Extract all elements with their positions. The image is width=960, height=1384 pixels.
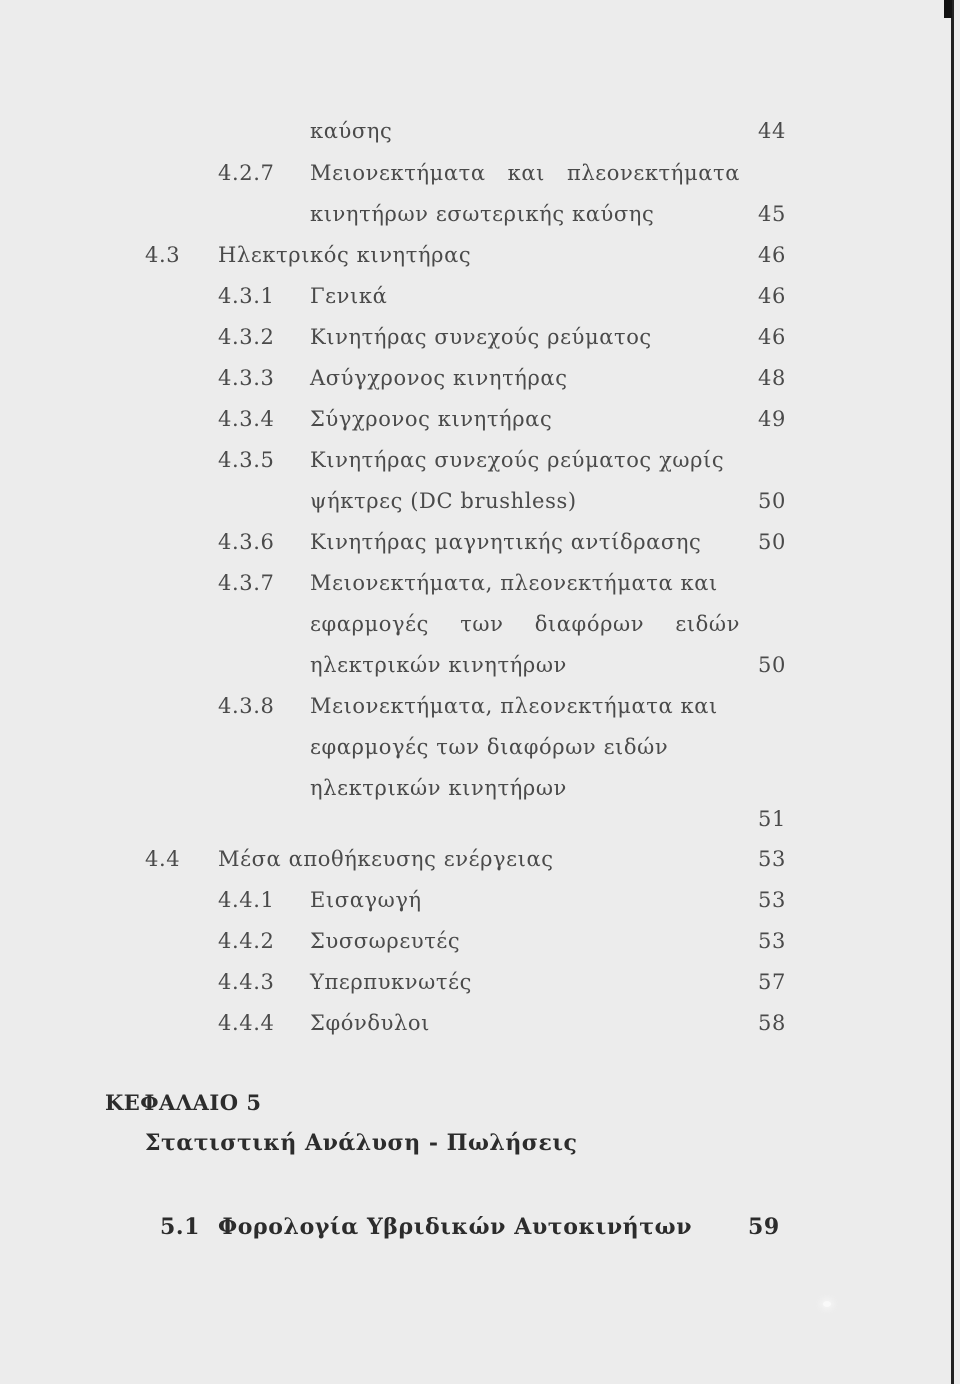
toc-word: Μειονεκτήματα <box>310 161 486 185</box>
toc-page-number: 46 <box>758 243 786 267</box>
toc-number: 4.4.4 <box>218 1011 275 1035</box>
toc-page-number: 53 <box>758 888 786 912</box>
toc-text: Σφόνδυλοι <box>310 1011 430 1035</box>
toc-page-number: 58 <box>758 1011 786 1035</box>
toc-page-number: 48 <box>758 366 786 390</box>
toc-number: 4.4.1 <box>218 888 275 912</box>
toc-number: 4.2.7 <box>218 161 275 185</box>
toc-page-number: 44 <box>758 119 786 143</box>
toc-number: 4.3.6 <box>218 530 275 554</box>
toc-page-number: 57 <box>758 970 786 994</box>
toc-number: 4.3.7 <box>218 571 275 595</box>
toc-word: των <box>460 612 504 636</box>
toc-page-number: 51 <box>758 807 786 831</box>
toc-text: Ηλεκτρικός κινητήρας <box>218 243 472 267</box>
toc-text: κινητήρων εσωτερικής καύσης <box>310 202 655 226</box>
toc-number: 4.3.4 <box>218 407 275 431</box>
toc-text: Ασύγχρονος κινητήρας <box>310 366 568 390</box>
toc-number: 4.3.2 <box>218 325 275 349</box>
toc-word: και <box>507 161 545 185</box>
toc-text: Υπερπυκνωτές <box>310 970 472 994</box>
toc-number: 4.3.3 <box>218 366 275 390</box>
toc-text: καύσης <box>310 119 393 143</box>
toc-page-number: 46 <box>758 325 786 349</box>
toc-page-number: 46 <box>758 284 786 308</box>
toc-text <box>310 611 740 637</box>
toc-word: πλεονεκτήματα <box>566 161 740 185</box>
toc-text: ηλεκτρικών κινητήρων <box>310 653 567 677</box>
toc-text: Κινητήρας συνεχούς ρεύματος χωρίς <box>310 448 725 472</box>
toc-page-number: 45 <box>758 202 786 226</box>
toc-word: ειδών <box>675 612 740 636</box>
toc-page-number: 50 <box>758 653 786 677</box>
toc-number: 4.4.3 <box>218 970 275 994</box>
toc-text: Μειονεκτήματα, πλεονεκτήματα και <box>310 571 718 595</box>
toc-number: 5.1 <box>160 1214 201 1240</box>
toc-text: Κινητήρας μαγνητικής αντίδρασης <box>310 530 702 554</box>
toc-text: εφαρμογές των διαφόρων ειδών <box>310 735 669 759</box>
toc-word: διαφόρων <box>534 612 645 636</box>
toc-text: Φορολογία Υβριδικών Αυτοκινήτων <box>218 1214 693 1240</box>
toc-text: Κινητήρας συνεχούς ρεύματος <box>310 325 652 349</box>
toc-number: 4.3.5 <box>218 448 275 472</box>
toc-page-number: 50 <box>758 489 786 513</box>
toc-text <box>310 160 740 186</box>
page-edge-mark <box>944 0 952 18</box>
toc-page-number: 59 <box>748 1214 780 1240</box>
chapter-title: Στατιστική Ανάλυση - Πωλήσεις <box>145 1130 578 1156</box>
toc-page-number: 53 <box>758 847 786 871</box>
toc-number: 4.3 <box>145 243 181 267</box>
toc-text: ψήκτρες (DC brushless) <box>310 489 577 513</box>
toc-word: εφαρμογές <box>310 612 429 636</box>
toc-number: 4.4.2 <box>218 929 275 953</box>
scan-mark <box>823 1301 831 1307</box>
toc-text: Σύγχρονος κινητήρας <box>310 407 553 431</box>
toc-page-number: 53 <box>758 929 786 953</box>
toc-text: Μέσα αποθήκευσης ενέργειας <box>218 847 554 871</box>
toc-text: ηλεκτρικών κινητήρων <box>310 776 567 800</box>
toc-number: 4.3.8 <box>218 694 275 718</box>
toc-text: Εισαγωγή <box>310 888 422 912</box>
toc-number: 4.3.1 <box>218 284 275 308</box>
chapter-heading: ΚΕΦΑΛΑΙΟ 5 <box>105 1090 262 1115</box>
toc-text: Γενικά <box>310 284 388 308</box>
toc-page-number: 49 <box>758 407 786 431</box>
toc-page-number: 50 <box>758 530 786 554</box>
toc-number: 4.4 <box>145 847 181 871</box>
toc-text: Συσσωρευτές <box>310 929 461 953</box>
page-edge-line <box>951 0 954 1384</box>
toc-text: Μειονεκτήματα, πλεονεκτήματα και <box>310 694 718 718</box>
